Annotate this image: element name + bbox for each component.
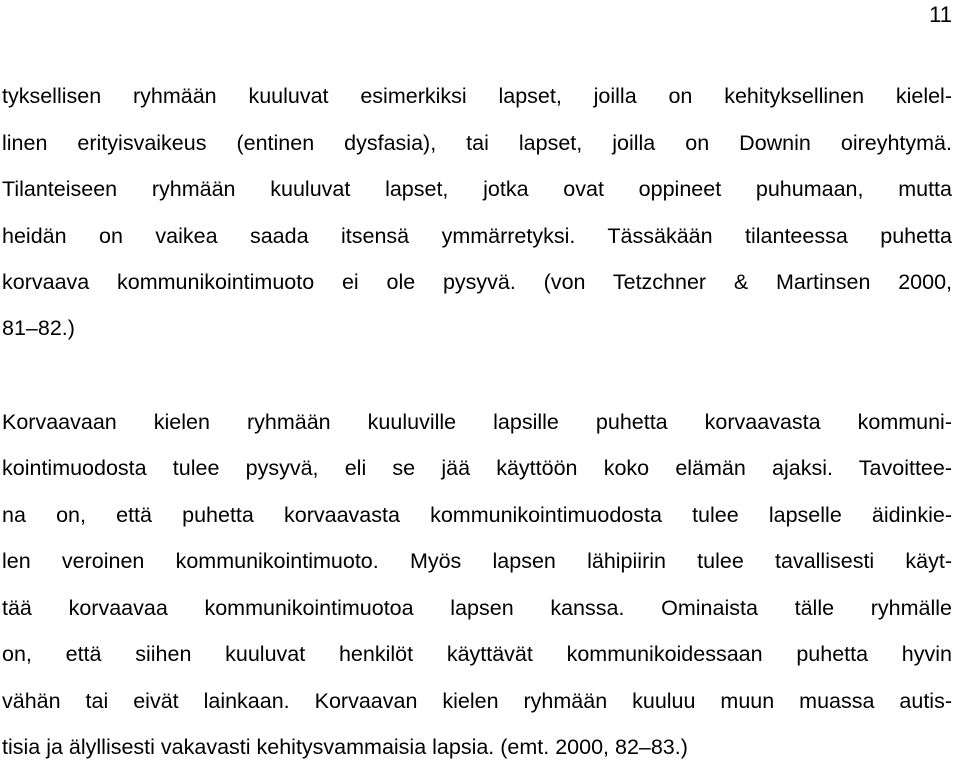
text-line: linen erityisvaikeus (entinen dysfasia), tai lapset, joilla on Downin oireyhtymä.	[2, 131, 952, 155]
text-line: vähän tai eivät lainkaan. Korvaavan kielen ryhmään kuuluu muun muassa autis-	[2, 689, 952, 713]
page-number: 11	[929, 2, 952, 27]
text-line: Tilanteiseen ryhmään kuuluvat lapset, jotka ovat oppineet puhumaan, mutta	[2, 177, 952, 201]
text-line: na on, että puhetta korvaavasta kommunikointimuodosta tulee lapselle äidinkie-	[2, 503, 952, 527]
text-line: heidän on vaikea saada itsensä ymmärretyksi. Tässäkään tilanteessa puhetta	[2, 224, 952, 248]
text-line: tyksellisen ryhmään kuuluvat esimerkiksi lapset, joilla on kehityksellinen kielel-	[2, 84, 952, 108]
text-line: on, että siihen kuuluvat henkilöt käyttävät kommunikoidessaan puhetta hyvin	[2, 642, 952, 666]
text-line: 81–82.)	[2, 316, 75, 340]
text-line: kointimuodosta tulee pysyvä, eli se jää käyttöön koko elämän ajaksi. Tavoittee-	[2, 456, 952, 480]
text-line: len veroinen kommunikointimuoto. Myös lapsen lähipiirin tulee tavallisesti käyt-	[2, 549, 952, 573]
text-line: Korvaavaan kielen ryhmään kuuluville lapsille puhetta korvaavasta kommuni-	[2, 410, 952, 434]
text-line: tisia ja älyllisesti vakavasti kehitysvammaisia lapsia. (emt. 2000, 82–83.)	[2, 735, 688, 759]
text-line: tää korvaavaa kommunikointimuotoa lapsen kanssa. Ominaista tälle ryhmälle	[2, 596, 952, 620]
text-line: korvaava kommunikointimuoto ei ole pysyvä. (von Tetzchner & Martinsen 2000,	[2, 270, 952, 294]
